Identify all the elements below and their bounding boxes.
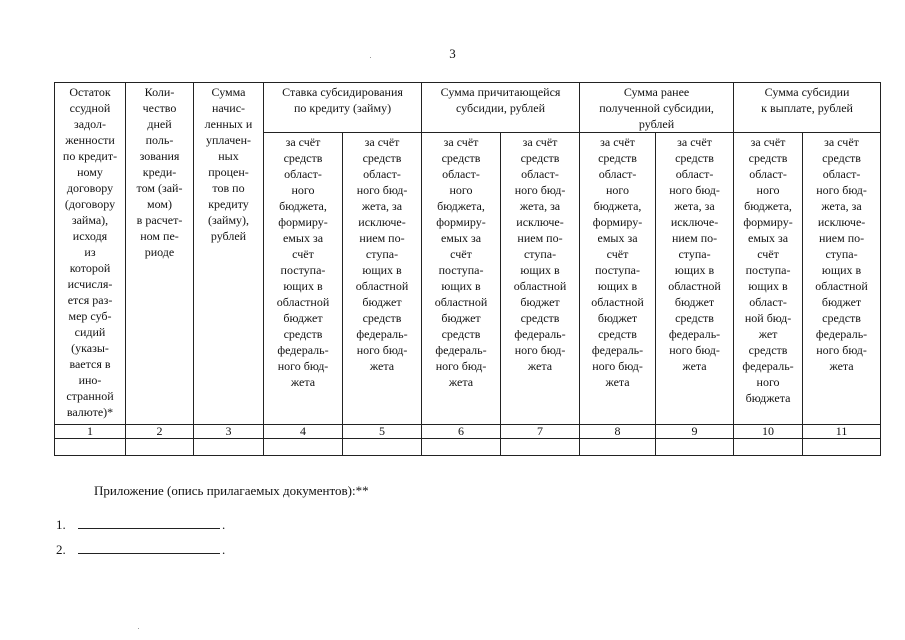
attachment-line-2 bbox=[56, 541, 225, 558]
subheader-federal-to-pay: за счёт средств област- ного бюджета, формиру- емых за счёт поступа- ющих в област- ной бюд- жет средств федераль- ного бюджета bbox=[734, 133, 803, 425]
column-number-row bbox=[55, 425, 881, 439]
column-number: 9 bbox=[656, 425, 734, 439]
table-cell-empty[interactable] bbox=[126, 439, 194, 456]
table-cell-empty[interactable] bbox=[194, 439, 264, 456]
column-number: 8 bbox=[580, 425, 656, 439]
header-subsidy-previous: Сумма ранее полученной субсидии, рублей bbox=[580, 83, 734, 133]
header-days-count: Коли- чество дней поль- зования креди- том (зай- мом) в расчет- ном пе- риоде bbox=[126, 83, 194, 425]
column-number: 6 bbox=[422, 425, 501, 439]
subheader-regional-to-pay: за счёт средств област- ного бюд- жета, за исключе- нием по- ступа- ющих в областной бюджет средств федераль- ного бюд- жета bbox=[803, 133, 881, 425]
column-number: 5 bbox=[343, 425, 422, 439]
column-number: 1 bbox=[55, 425, 126, 439]
attachment-blank-field[interactable] bbox=[78, 541, 220, 554]
attachment-number: 2. bbox=[56, 542, 66, 557]
column-number: 4 bbox=[264, 425, 343, 439]
table-cell-empty[interactable] bbox=[343, 439, 422, 456]
attachment-number: 1. bbox=[56, 517, 66, 532]
subheader-federal-due: за счёт средств област- ного бюджета, формиру- емых за счёт поступа- ющих в областной бюджет средств федераль- ного бюд- жета bbox=[422, 133, 501, 425]
attachments-title: Приложение (опись прилагаемых документов):** bbox=[94, 483, 369, 498]
column-number: 11 bbox=[803, 425, 881, 439]
scan-speck bbox=[138, 628, 139, 629]
table-row-empty bbox=[55, 439, 881, 456]
subsidy-calculation-table bbox=[54, 82, 881, 456]
attachment-period: . bbox=[222, 542, 226, 557]
header-loan-balance: Остаток ссудной задол- женности по кредит- ному договору (договору займа), исходя из которой исчисля- ется раз- мер суб- сидий (указы- вается в ино- странной валюте)* bbox=[55, 83, 126, 425]
header-subsidy-to-pay: Сумма субсидии к выплате, рублей bbox=[734, 83, 881, 133]
table-cell-empty[interactable] bbox=[656, 439, 734, 456]
table-cell-empty[interactable] bbox=[264, 439, 343, 456]
table-cell-empty[interactable] bbox=[422, 439, 501, 456]
attachment-line-1 bbox=[56, 516, 225, 533]
header-row-top bbox=[55, 83, 881, 133]
table-cell-empty[interactable] bbox=[580, 439, 656, 456]
subheader-regional-due: за счёт средств област- ного бюд- жета, за исключе- нием по- ступа- ющих в областной бюджет средств федераль- ного бюд- жета bbox=[501, 133, 580, 425]
subheader-federal-previous: за счёт средств област- ного бюджета, формиру- емых за счёт поступа- ющих в областной бюджет средств федераль- ного бюд- жета bbox=[580, 133, 656, 425]
header-subsidy-due: Сумма причитающейся субсидии, рублей bbox=[422, 83, 580, 133]
attachment-period: . bbox=[222, 517, 226, 532]
table-cell-empty[interactable] bbox=[803, 439, 881, 456]
column-number: 2 bbox=[126, 425, 194, 439]
table-cell-empty[interactable] bbox=[734, 439, 803, 456]
table-cell-empty[interactable] bbox=[501, 439, 580, 456]
header-subsidy-rate: Ставка субсидирования по кредиту (займу) bbox=[264, 83, 422, 133]
subheader-regional-previous: за счёт средств област- ного бюд- жета, за исключе- нием по- ступа- ющих в областной бюджет средств федераль- ного бюд- жета bbox=[656, 133, 734, 425]
column-number: 3 bbox=[194, 425, 264, 439]
page-number: 3 bbox=[449, 46, 456, 61]
header-interest-sum: Сумма начис- ленных и уплачен- ных процен- тов по кредиту (займу), рублей bbox=[194, 83, 264, 425]
scan-speck bbox=[370, 57, 371, 58]
subheader-regional-rate: за счёт средств област- ного бюд- жета, за исключе- нием по- ступа- ющих в областной бюджет средств федераль- ного бюд- жета bbox=[343, 133, 422, 425]
column-number: 10 bbox=[734, 425, 803, 439]
attachment-blank-field[interactable] bbox=[78, 516, 220, 529]
subheader-federal-rate: за счёт средств област- ного бюджета, формиру- емых за счёт поступа- ющих в областной бюджет средств федераль- ного бюд- жета bbox=[264, 133, 343, 425]
column-number: 7 bbox=[501, 425, 580, 439]
table-cell-empty[interactable] bbox=[55, 439, 126, 456]
